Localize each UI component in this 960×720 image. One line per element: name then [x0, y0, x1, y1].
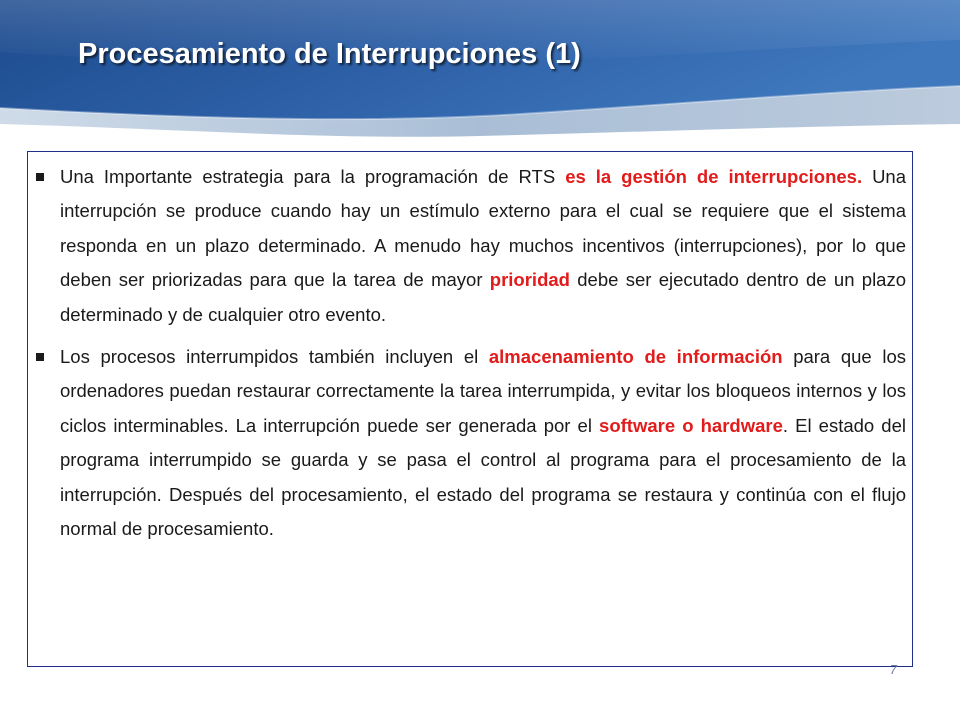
body-text: debe ser ejecutado dentro de un plazo determinado y de cualquier otro evento. — [60, 269, 907, 325]
bullet-text — [60, 346, 906, 539]
page-number: 7 — [889, 662, 897, 677]
body-text: Una interrupción se produce cuando hay un estímulo externo para el cual se requiere que el sistema responda en un plazo determinado. A menudo hay muchos incentivos (interrupciones), por lo que deben ser priorizadas para que la tarea de mayor — [60, 166, 907, 291]
slide-title: Procesamiento de Interrupciones (1) — [78, 38, 581, 70]
body-text: para que los ordenadores puedan restaurar correctamente la tarea interrumpida, y evitar los bloqueos internos y los ciclos interminables. La interrupción puede ser generada por el — [60, 346, 906, 436]
square-bullet-icon — [36, 353, 44, 361]
highlighted-text: es la gestión de interrupciones. — [565, 166, 863, 187]
highlighted-text: prioridad — [489, 269, 570, 291]
highlighted-text: almacenamiento de información — [488, 346, 783, 368]
body-text: Una Importante estrategia para la programación de RTS — [60, 166, 566, 187]
body-text: Los procesos interrumpidos también incluyen el — [60, 346, 489, 368]
highlighted-text: software o hardware — [599, 414, 783, 436]
square-bullet-icon — [36, 173, 44, 181]
bullet-item — [36, 340, 906, 546]
body-text: . El estado del programa interrumpido se guarda y se pasa el control al programa para el procesamiento de la interrupción. Después del procesamiento, el estado del programa se restaura y continúa con el flujo normal de procesamiento. — [60, 414, 906, 540]
content-box — [27, 151, 913, 667]
header-band — [0, 0, 960, 150]
bullet-text — [60, 166, 906, 325]
bullet-item — [36, 160, 906, 332]
bullet-list — [36, 160, 906, 554]
